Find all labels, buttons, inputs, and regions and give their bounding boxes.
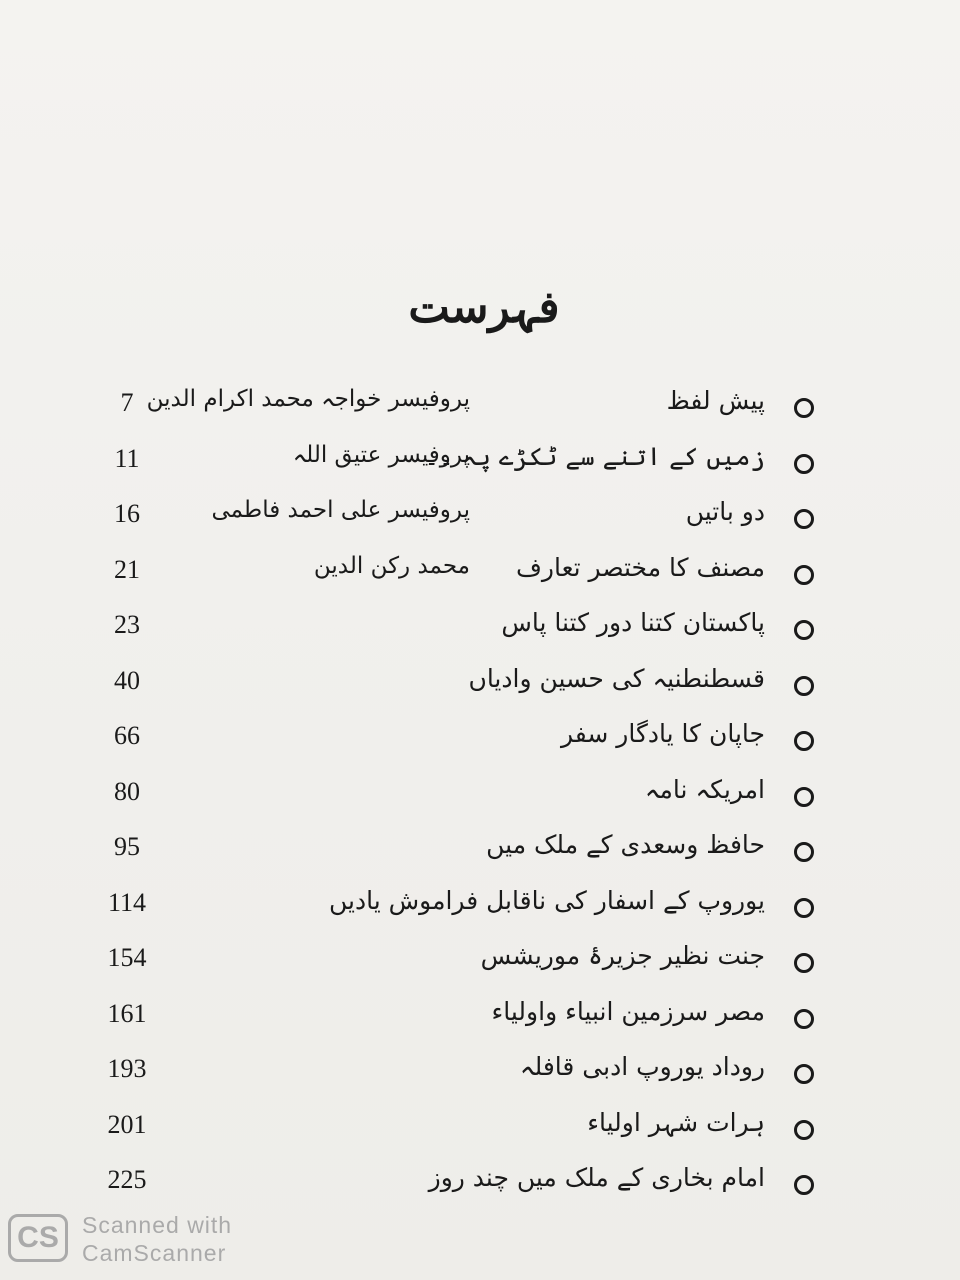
circle-bullet-icon: [794, 787, 814, 807]
chapter-title: جنت نظیر جزیرۂ موریشس: [480, 941, 765, 970]
page-number: 23: [114, 610, 140, 639]
chapter-title: روداد یوروپ ادبی قافلہ: [519, 1052, 765, 1081]
toc-entry: [0, 551, 960, 607]
chapter-author: پروفیسر علی احمد فاطمی: [211, 497, 470, 523]
page-number: 21: [114, 554, 140, 584]
circle-bullet-icon: [794, 398, 814, 418]
page-title: فہرست: [408, 282, 560, 333]
page-number: 193: [107, 1054, 147, 1083]
circle-bullet-icon: [794, 1009, 814, 1029]
circle-bullet-icon: [794, 842, 814, 862]
page-number: 11: [114, 443, 140, 473]
circle-bullet-icon: [794, 454, 814, 474]
page-number: 40: [114, 665, 140, 695]
chapter-title: دو باتیں: [685, 497, 765, 526]
chapter-title: جاپان کا یادگار سفر: [560, 719, 765, 748]
watermark-line1: Scanned with: [82, 1212, 233, 1238]
toc-entry: [0, 662, 960, 718]
chapter-title: پاکستان کتنا دور کتنا پاس: [501, 608, 765, 637]
page-number: 80: [114, 776, 140, 806]
chapter-author: محمد رکن الدین: [313, 552, 470, 579]
circle-bullet-icon: [794, 731, 814, 751]
toc-entry: [0, 828, 960, 884]
toc-entry: [0, 1106, 960, 1162]
toc-entry: [0, 495, 960, 551]
chapter-title: پیش لفظ: [666, 386, 765, 415]
page-number: 7: [120, 388, 134, 417]
toc-entry: [0, 1050, 960, 1106]
table-of-contents: [0, 384, 960, 1217]
chapter-title: زمیں کے اتنے سے ٹکڑے پہ ۔۔: [424, 441, 765, 471]
chapter-title: قسطنطنیہ کی حسین وادیاں: [468, 663, 765, 693]
camscanner-logo-icon: CS: [8, 1214, 68, 1262]
chapter-title: امریکہ نامہ: [644, 774, 765, 804]
page-number: 16: [114, 499, 140, 528]
toc-entry: [0, 384, 960, 440]
circle-bullet-icon: [794, 1064, 814, 1084]
watermark-line2: CamScanner: [82, 1240, 227, 1266]
page-number: 66: [114, 721, 140, 750]
circle-bullet-icon: [794, 620, 814, 640]
page-number: 95: [114, 832, 140, 861]
circle-bullet-icon: [794, 676, 814, 696]
toc-entry: [0, 939, 960, 995]
toc-entry: [0, 995, 960, 1051]
chapter-title: حافظ وسعدی کے ملک میں: [486, 830, 765, 859]
page-number: 161: [107, 998, 147, 1028]
circle-bullet-icon: [794, 1175, 814, 1195]
page-number: 201: [107, 1109, 147, 1139]
chapter-author: پروفیسر خواجہ محمد اکرام الدین: [146, 386, 470, 412]
chapter-title: ہرات شہر اولیاء: [587, 1107, 765, 1137]
page-number: 154: [107, 943, 147, 972]
chapter-title: مصنف کا مختصر تعارف: [515, 552, 765, 582]
toc-entry: [0, 606, 960, 662]
toc-entry: [0, 884, 960, 940]
circle-bullet-icon: [794, 565, 814, 585]
circle-bullet-icon: [794, 953, 814, 973]
chapter-title: امام بخاری کے ملک میں چند روز: [428, 1163, 765, 1192]
toc-entry: [0, 440, 960, 496]
page-number: 114: [107, 887, 147, 917]
chapter-author: پروفیسر عتیق اللہ: [292, 441, 470, 468]
circle-bullet-icon: [794, 1120, 814, 1140]
chapter-title: مصر سرزمین انبیاء واولیاء: [491, 996, 765, 1026]
circle-bullet-icon: [794, 509, 814, 529]
toc-entry: [0, 773, 960, 829]
page-number: 225: [107, 1165, 147, 1194]
chapter-title: یوروپ کے اسفار کی ناقابل فراموش یادیں: [329, 885, 765, 915]
circle-bullet-icon: [794, 898, 814, 918]
toc-entry: [0, 1161, 960, 1217]
toc-entry: [0, 717, 960, 773]
scanner-watermark: [8, 1212, 248, 1272]
